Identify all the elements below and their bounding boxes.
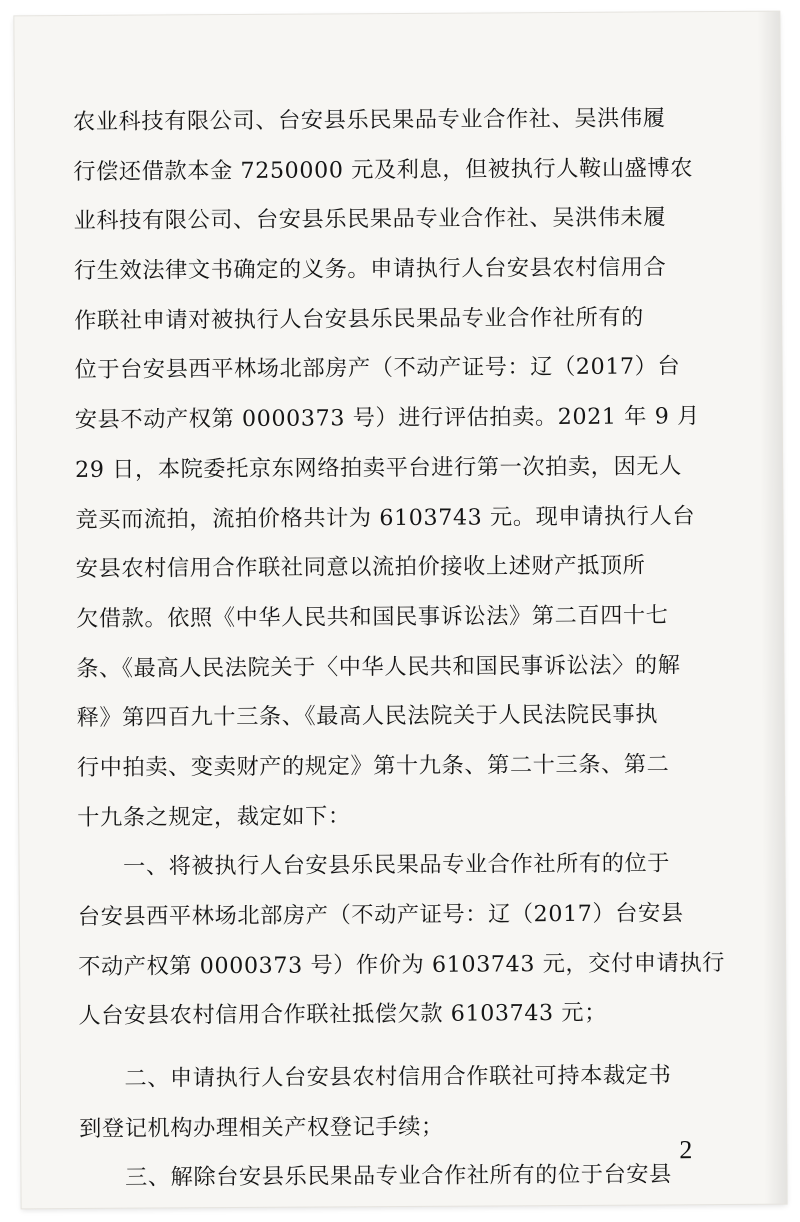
body-text <box>72 94 726 1204</box>
text-line: 十九条之规定，裁定如下： <box>77 802 351 831</box>
text-line: 一、将被执行人台安县乐民果品专业合作社所有的位于 <box>77 850 671 881</box>
text-line: 作联社申请对被执行人台安县乐民果品专业合作社所有的 <box>74 304 644 334</box>
text-line: 三、解除台安县乐民果品专业合作社所有的位于台安县 <box>79 1161 673 1192</box>
text-line: 安县不动产权第 0000373 号）进行评估拍卖。2021 年 9 月 <box>74 403 700 434</box>
page-number: 2 <box>679 1135 693 1165</box>
text-line: 到登记机构办理相关产权登记手续； <box>79 1113 444 1142</box>
text-line: 台安县西平林场北部房产（不动产证号：辽（2017）台安县 <box>77 900 684 930</box>
text-line: 农业科技有限公司、台安县乐民果品专业合作社、吴洪伟履 <box>72 105 666 135</box>
text-line: 行中拍卖、变卖财产的规定》第十九条、第二十三条、第二 <box>76 751 670 781</box>
text-line: 业科技有限公司、台安县乐民果品专业合作社、吴洪伟未履 <box>73 204 667 235</box>
text-line: 行生效法律文书确定的义务。申请执行人台安县农村信用合 <box>73 254 667 285</box>
text-line: 释》第四百九十三条、《最高人民法院关于人民法院民事执 <box>76 701 659 732</box>
text-line: 竞买而流拍，流拍价格共计为 6103743 元。现申请执行人台 <box>75 502 696 533</box>
text-line: 位于台安县西平林场北部房产（不动产证号：辽（2017）台 <box>74 353 681 384</box>
scan-shadow <box>757 12 786 1204</box>
text-line: 不动产权第 0000373 号）作价为 6103743 元，交付申请执行 <box>78 949 726 980</box>
text-line: 人台安县农村信用合作联社抵偿欠款 6103743 元； <box>78 1000 608 1030</box>
text-line: 二、申请执行人台安县农村信用合作联社可持本裁定书 <box>78 1062 672 1093</box>
document-page <box>14 12 786 1209</box>
text-line: 安县农村信用合作联社同意以流拍价接收上述财产抵顶所 <box>75 552 646 583</box>
text-line: 行偿还借款本金 7250000 元及利息，但被执行人鞍山盛博农 <box>73 154 694 185</box>
text-line: 29 日，本院委托京东网络拍卖平台进行第一次拍卖，因无人 <box>75 453 682 483</box>
text-line: 条、《最高人民法院关于〈中华人民共和国民事诉讼法〉的解 <box>76 651 681 682</box>
text-line: 欠借款。依照《中华人民共和国民事诉讼法》第二百四十七 <box>75 602 669 632</box>
